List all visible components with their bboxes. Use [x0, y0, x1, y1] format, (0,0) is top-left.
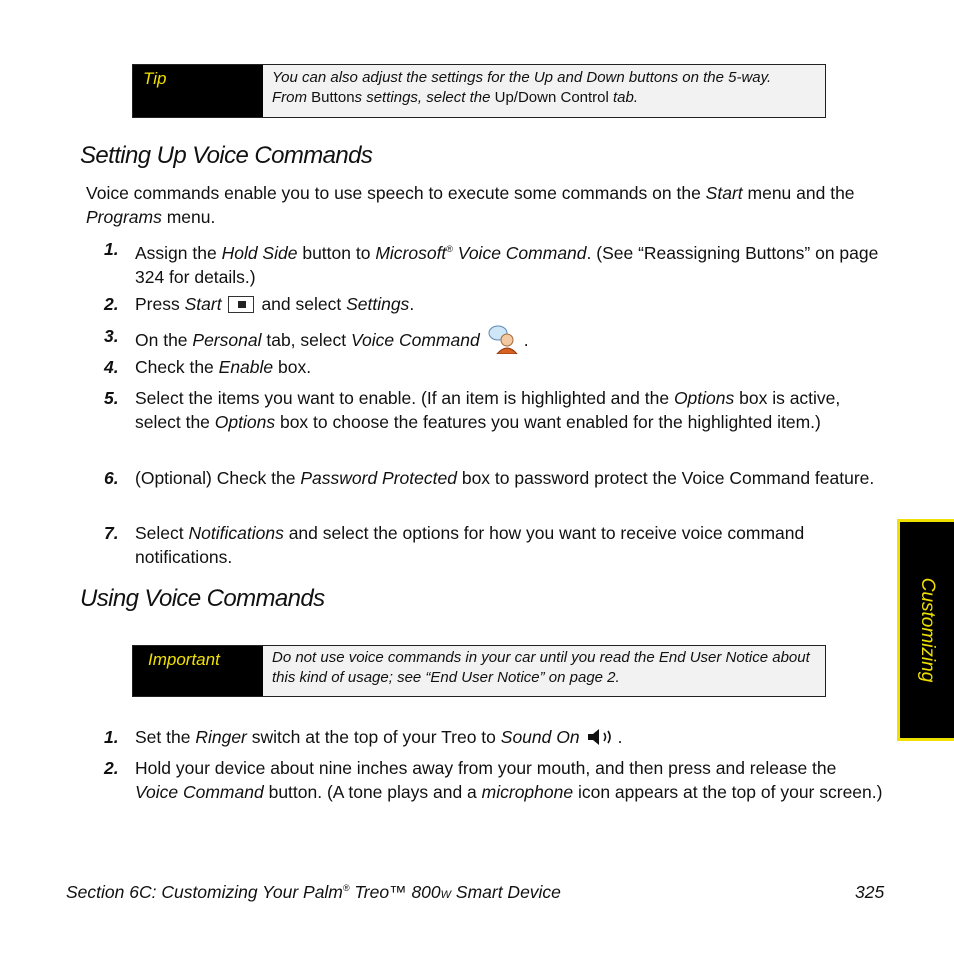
- step-text: [135, 521, 884, 569]
- using-step-2: [104, 756, 884, 804]
- step-part: box is active, select the: [135, 388, 841, 432]
- using-step-1: [104, 725, 884, 753]
- step-term: Sound On: [500, 727, 580, 747]
- setup-step-5: [104, 386, 884, 434]
- step-term: Voice Command: [452, 242, 587, 263]
- step-number: 2.: [104, 758, 119, 778]
- tip-box: [132, 64, 826, 118]
- page-number: 325: [855, 882, 885, 902]
- step-text: [135, 725, 884, 753]
- step-part: button. (A tone plays and a: [263, 782, 482, 802]
- footer-registered: ®: [342, 883, 350, 894]
- step-term: Microsoft: [375, 242, 447, 263]
- step-number: 3.: [104, 326, 119, 346]
- step-part: Check the: [135, 357, 219, 377]
- step-part: tab, select: [261, 330, 351, 350]
- section-heading-setup: Setting Up Voice Commands: [80, 142, 373, 169]
- important-box: [132, 645, 826, 697]
- step-part: switch at the top of your Treo to: [246, 727, 501, 747]
- footer-text-b: Treo™ 800: [349, 882, 441, 902]
- tip-from: From: [272, 89, 312, 106]
- setup-step-1: [104, 237, 884, 289]
- windows-start-icon: [228, 296, 254, 313]
- footer-w: W: [440, 889, 452, 901]
- step-part: .: [523, 330, 529, 350]
- step-number: 6.: [104, 468, 119, 488]
- step-text: [135, 466, 884, 490]
- step-term: Personal: [192, 330, 262, 350]
- step-part: .: [409, 294, 415, 314]
- step-term: Voice Command: [350, 330, 480, 350]
- intro-paragraph: [86, 181, 884, 229]
- step-part: On the: [135, 330, 193, 350]
- step-term: Options: [673, 388, 735, 408]
- chapter-side-tab: [897, 519, 954, 741]
- side-tab-label: Customizing: [917, 577, 938, 683]
- important-text: Do not use voice commands in your car until you read the End User Notice about this kind of usage; see “End User Notice” on page 2.: [263, 646, 825, 696]
- step-part: (Optional) Check the: [135, 468, 301, 488]
- step-part: and select: [256, 294, 347, 314]
- step-text: [135, 355, 884, 379]
- step-number: 4.: [104, 357, 119, 377]
- setup-step-2: [104, 292, 884, 316]
- step-term: Options: [214, 412, 276, 432]
- step-term: Hold Side: [221, 242, 298, 263]
- tip-buttons-word: Button: [311, 89, 355, 106]
- page-footer: [66, 882, 561, 903]
- step-text: [135, 292, 884, 316]
- step-number: 1.: [104, 727, 119, 747]
- step-part: box to choose the features you want enabled for the highlighted item.): [275, 412, 821, 432]
- step-text: [135, 756, 884, 804]
- tip-updown: Up/Down Control: [494, 89, 609, 106]
- intro-text-a: Voice commands enable you to use speech to execute some commands on the: [86, 183, 706, 203]
- important-label: Important: [133, 646, 263, 696]
- tip-rest-a: s settings, select the: [354, 89, 495, 106]
- step-text: [135, 237, 884, 289]
- tip-line1: You can also adjust the settings for the Up and Down buttons on the 5-way.: [272, 69, 772, 86]
- step-part: box.: [273, 357, 312, 377]
- step-term: Voice Command: [135, 782, 264, 802]
- step-part: Assign the: [135, 242, 222, 263]
- setup-step-4: [104, 355, 884, 379]
- step-term: Settings: [346, 294, 410, 314]
- setup-step-7: [104, 521, 884, 569]
- step-part: Select: [135, 523, 189, 543]
- step-part: Press: [135, 294, 185, 314]
- setup-step-6: [104, 466, 884, 490]
- tip-text: [263, 65, 825, 117]
- intro-text-c: menu.: [161, 207, 216, 227]
- step-part: button to: [297, 242, 376, 263]
- step-part: .: [617, 727, 623, 747]
- step-part: Select the items you want to enable. (If an item is highlighted and the: [135, 388, 674, 408]
- step-term: Start: [184, 294, 222, 314]
- section-heading-using: Using Voice Commands: [80, 585, 325, 612]
- step-part: Hold your device about nine inches away from your mouth, and then press and release the: [135, 758, 837, 778]
- step-number: 1.: [104, 239, 119, 259]
- step-term: Enable: [218, 357, 274, 377]
- step-part: box to password protect the Voice Command feature.: [456, 468, 875, 488]
- tip-rest-b: tab.: [608, 89, 639, 106]
- footer-text-c: Smart Device: [451, 882, 561, 902]
- intro-programs: Programs: [86, 207, 162, 227]
- step-number: 7.: [104, 523, 119, 543]
- footer-text-a: Section 6C: Customizing Your Palm: [66, 882, 343, 902]
- step-part: . (See “Reassigning Buttons” on page 324 for details.): [135, 242, 879, 287]
- step-term: Notifications: [188, 523, 284, 543]
- intro-text-b: menu and the: [742, 183, 855, 203]
- tip-label: Tip: [133, 65, 263, 117]
- step-term: Password Protected: [300, 468, 457, 488]
- registered-mark: ®: [446, 244, 453, 254]
- step-term: microphone: [481, 782, 574, 802]
- step-term: Ringer: [195, 727, 247, 747]
- intro-start: Start: [705, 183, 743, 203]
- speaker-sound-icon: [586, 727, 618, 753]
- step-part: icon appears at the top of your screen.): [573, 782, 883, 802]
- step-number: 5.: [104, 388, 119, 408]
- step-part: and select the options for how you want to receive voice command notifications.: [135, 523, 805, 567]
- step-part: Set the: [135, 727, 196, 747]
- step-text: [135, 386, 884, 434]
- step-number: 2.: [104, 294, 119, 314]
